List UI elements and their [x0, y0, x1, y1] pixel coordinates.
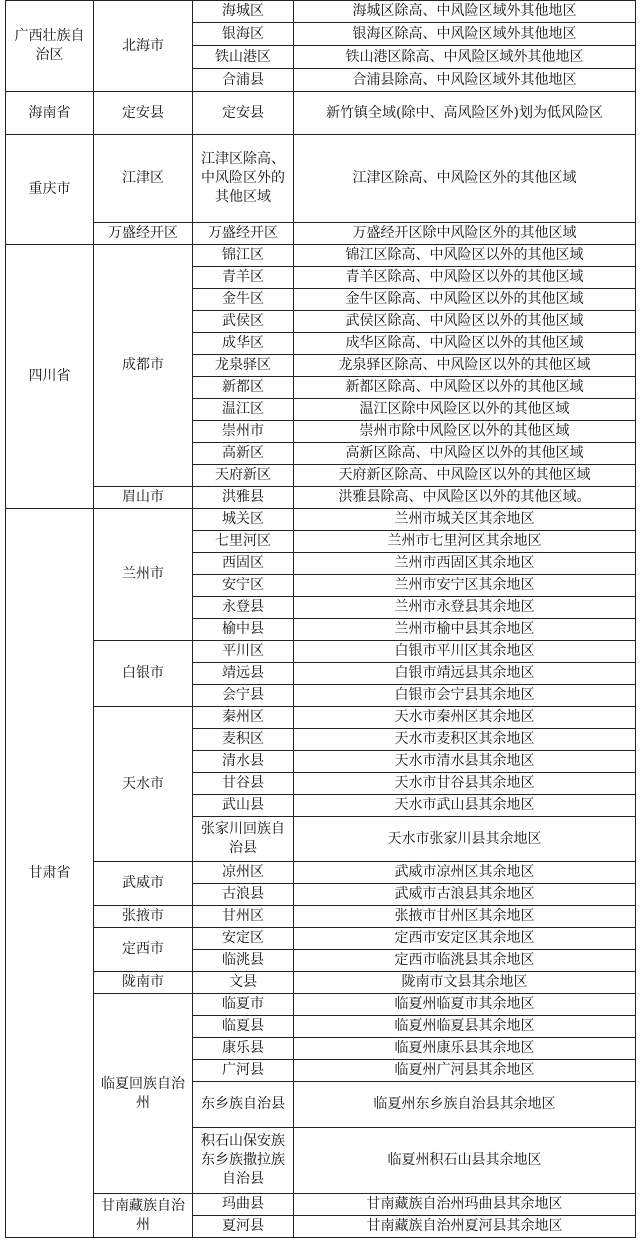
scope-cell: 龙泉驿区除高、中风险区以外的其他区域 — [294, 355, 636, 377]
scope-cell: 武威市古浪县其余地区 — [294, 884, 636, 906]
scope-cell: 崇州市除中风险区以外的其他区域 — [294, 421, 636, 443]
scope-cell: 兰州市西固区其余地区 — [294, 553, 636, 575]
district-cell: 安宁区 — [193, 575, 294, 597]
district-cell: 合浦县 — [193, 69, 294, 92]
scope-cell: 定西市安定区其余地区 — [294, 928, 636, 950]
city-cell: 天水市 — [94, 707, 193, 862]
table-row — [6, 135, 636, 223]
scope-cell: 兰州市安宁区其余地区 — [294, 575, 636, 597]
province-cell: 四川省 — [6, 245, 94, 509]
scope-cell: 铁山港区除高、中风险区域外其他地区 — [294, 46, 636, 69]
scope-cell: 陇南市文县其余地区 — [294, 972, 636, 994]
scope-cell: 甘南藏族自治州夏河县其余地区 — [294, 1216, 636, 1238]
scope-cell: 高新区除高、中风险区以外的其他区域 — [294, 443, 636, 465]
scope-cell: 白银市靖远县其余地区 — [294, 663, 636, 685]
district-cell: 玛曲县 — [193, 1194, 294, 1216]
table-row — [6, 509, 636, 531]
table-row — [6, 487, 636, 509]
district-cell: 麦积区 — [193, 729, 294, 751]
scope-cell: 临夏州广河县其余地区 — [294, 1060, 636, 1082]
table-row — [6, 928, 636, 950]
scope-cell: 兰州市城关区其余地区 — [294, 509, 636, 531]
scope-cell: 武威市凉州区其余地区 — [294, 862, 636, 884]
district-cell: 成华区 — [193, 333, 294, 355]
table-row — [6, 707, 636, 729]
scope-cell: 万盛经开区除中风险区外的其他区域 — [294, 223, 636, 245]
table-row — [6, 994, 636, 1016]
district-cell: 崇州市 — [193, 421, 294, 443]
district-cell: 海城区 — [193, 1, 294, 23]
scope-cell: 天水市麦积区其余地区 — [294, 729, 636, 751]
district-cell: 文县 — [193, 972, 294, 994]
scope-cell: 临夏州积石山县其余地区 — [294, 1128, 636, 1194]
table-row — [6, 1, 636, 23]
city-cell: 眉山市 — [94, 487, 193, 509]
city-cell: 陇南市 — [94, 972, 193, 994]
district-cell: 武侯区 — [193, 311, 294, 333]
district-cell: 七里河区 — [193, 531, 294, 553]
scope-cell: 天水市甘谷县其余地区 — [294, 773, 636, 795]
city-cell: 万盛经开区 — [94, 223, 193, 245]
scope-cell: 温江区除中风险区以外的其他区域 — [294, 399, 636, 421]
scope-cell: 新都区除高、中风险区以外的其他区域 — [294, 377, 636, 399]
scope-cell: 江津区除高、中风险区外的其他区域 — [294, 135, 636, 223]
scope-cell: 临夏州东乡族自治县其余地区 — [294, 1082, 636, 1128]
scope-cell: 青羊区除高、中风险区以外的其他区域 — [294, 267, 636, 289]
district-cell: 临洮县 — [193, 950, 294, 972]
table-row — [6, 641, 636, 663]
district-cell: 康乐县 — [193, 1038, 294, 1060]
district-cell: 温江区 — [193, 399, 294, 421]
city-cell: 武威市 — [94, 862, 193, 906]
district-cell: 锦江区 — [193, 245, 294, 267]
scope-cell: 天水市秦州区其余地区 — [294, 707, 636, 729]
table-row — [6, 862, 636, 884]
scope-cell: 临夏州康乐县其余地区 — [294, 1038, 636, 1060]
district-cell: 会宁县 — [193, 685, 294, 707]
province-cell: 广西壮族自治区 — [6, 1, 94, 92]
district-cell: 清水县 — [193, 751, 294, 773]
scope-cell: 成华区除高、中风险区以外的其他区域 — [294, 333, 636, 355]
district-cell: 积石山保安族东乡族撒拉族自治县 — [193, 1128, 294, 1194]
province-cell: 海南省 — [6, 92, 94, 135]
table-row — [6, 1194, 636, 1216]
province-cell: 甘肃省 — [6, 509, 94, 1238]
scope-cell: 锦江区除高、中风险区以外的其他区域 — [294, 245, 636, 267]
scope-cell: 洪雅县除高、中风险区以外的其他区域。 — [294, 487, 636, 509]
scope-cell: 天水市武山县其余地区 — [294, 795, 636, 817]
district-cell: 榆中县 — [193, 619, 294, 641]
district-cell: 甘州区 — [193, 906, 294, 928]
district-cell: 定安县 — [193, 92, 294, 135]
scope-cell: 天水市清水县其余地区 — [294, 751, 636, 773]
district-cell: 广河县 — [193, 1060, 294, 1082]
district-cell: 高新区 — [193, 443, 294, 465]
city-cell: 张掖市 — [94, 906, 193, 928]
district-cell: 金牛区 — [193, 289, 294, 311]
district-cell: 东乡族自治县 — [193, 1082, 294, 1128]
scope-cell: 兰州市榆中县其余地区 — [294, 619, 636, 641]
scope-cell: 海城区除高、中风险区域外其他地区 — [294, 1, 636, 23]
district-cell: 临夏市 — [193, 994, 294, 1016]
scope-cell: 新竹镇全域(除中、高风险区外)划为低风险区 — [294, 92, 636, 135]
district-cell: 安定区 — [193, 928, 294, 950]
district-cell: 新都区 — [193, 377, 294, 399]
city-cell: 江津区 — [94, 135, 193, 223]
city-cell: 定安县 — [94, 92, 193, 135]
district-cell: 永登县 — [193, 597, 294, 619]
district-cell: 夏河县 — [193, 1216, 294, 1238]
district-cell: 甘谷县 — [193, 773, 294, 795]
district-cell: 张家川回族自治县 — [193, 817, 294, 862]
district-cell: 武山县 — [193, 795, 294, 817]
scope-cell: 金牛区除高、中风险区以外的其他区域 — [294, 289, 636, 311]
city-cell: 成都市 — [94, 245, 193, 487]
district-cell: 靖远县 — [193, 663, 294, 685]
table-row — [6, 972, 636, 994]
district-cell: 万盛经开区 — [193, 223, 294, 245]
scope-cell: 兰州市永登县其余地区 — [294, 597, 636, 619]
scope-cell: 兰州市七里河区其余地区 — [294, 531, 636, 553]
low-risk-area-table — [5, 0, 636, 1238]
table-row — [6, 906, 636, 928]
scope-cell: 合浦县除高、中风险区域外其他地区 — [294, 69, 636, 92]
district-cell: 银海区 — [193, 23, 294, 46]
scope-cell: 银海区除高、中风险区域外其他地区 — [294, 23, 636, 46]
district-cell: 青羊区 — [193, 267, 294, 289]
district-cell: 西固区 — [193, 553, 294, 575]
scope-cell: 白银市平川区其余地区 — [294, 641, 636, 663]
scope-cell: 武侯区除高、中风险区以外的其他区域 — [294, 311, 636, 333]
district-cell: 龙泉驿区 — [193, 355, 294, 377]
district-cell: 秦州区 — [193, 707, 294, 729]
district-cell: 凉州区 — [193, 862, 294, 884]
province-cell: 重庆市 — [6, 135, 94, 245]
scope-cell: 天府新区除高、中风险区以外的其他区域 — [294, 465, 636, 487]
district-cell: 天府新区 — [193, 465, 294, 487]
district-cell: 古浪县 — [193, 884, 294, 906]
scope-cell: 张掖市甘州区其余地区 — [294, 906, 636, 928]
scope-cell: 定西市临洮县其余地区 — [294, 950, 636, 972]
scope-cell: 白银市会宁县其余地区 — [294, 685, 636, 707]
table-row — [6, 92, 636, 135]
table-row — [6, 245, 636, 267]
district-cell: 临夏县 — [193, 1016, 294, 1038]
scope-cell: 甘南藏族自治州玛曲县其余地区 — [294, 1194, 636, 1216]
district-cell: 平川区 — [193, 641, 294, 663]
scope-cell: 天水市张家川县其余地区 — [294, 817, 636, 862]
district-cell: 城关区 — [193, 509, 294, 531]
city-cell: 白银市 — [94, 641, 193, 707]
city-cell: 兰州市 — [94, 509, 193, 641]
scope-cell: 临夏州临夏市其余地区 — [294, 994, 636, 1016]
table-row — [6, 223, 636, 245]
city-cell: 定西市 — [94, 928, 193, 972]
district-cell: 洪雅县 — [193, 487, 294, 509]
district-cell: 铁山港区 — [193, 46, 294, 69]
scope-cell: 临夏州临夏县其余地区 — [294, 1016, 636, 1038]
city-cell: 临夏回族自治州 — [94, 994, 193, 1194]
district-cell: 江津区除高、中风险区外的其他区域 — [193, 135, 294, 223]
city-cell: 北海市 — [94, 1, 193, 92]
city-cell: 甘南藏族自治州 — [94, 1194, 193, 1238]
